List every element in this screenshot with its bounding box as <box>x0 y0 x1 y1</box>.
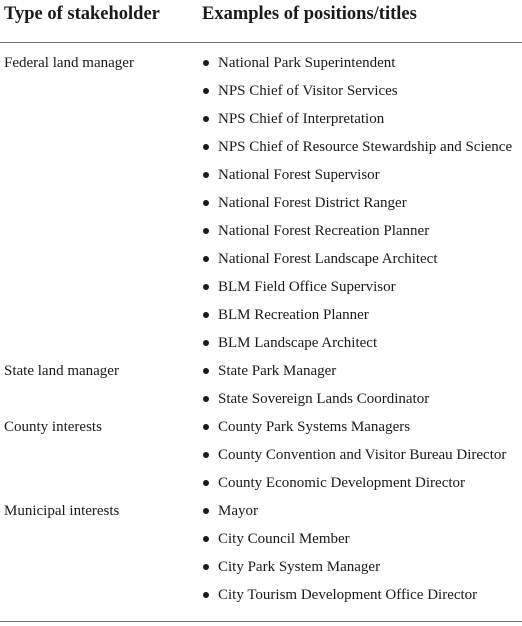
header-type-of-stakeholder: Type of stakeholder <box>4 4 160 24</box>
bullet-icon <box>203 592 209 598</box>
bullet-icon <box>203 536 209 542</box>
list-item <box>202 357 522 385</box>
list-item <box>202 441 522 469</box>
example-title: City Tourism Development Office Director <box>218 587 478 603</box>
bullet-icon <box>203 508 209 514</box>
example-title: National Park Superintendent <box>218 55 396 71</box>
stakeholder-group <box>0 49 522 357</box>
table-header <box>0 0 522 43</box>
table-body <box>0 43 522 609</box>
examples-list <box>202 49 522 357</box>
example-title: NPS Chief of Resource Stewardship and Science <box>218 139 513 155</box>
example-title: BLM Recreation Planner <box>218 307 369 323</box>
stakeholder-group <box>0 413 522 497</box>
list-item <box>202 553 522 581</box>
bullet-icon <box>203 88 209 94</box>
stakeholder-group <box>0 357 522 413</box>
stakeholder-group <box>0 497 522 609</box>
bullet-icon <box>203 200 209 206</box>
bullet-icon <box>203 228 209 234</box>
example-title: National Forest District Ranger <box>218 195 407 211</box>
example-title: Mayor <box>218 503 258 519</box>
bullet-icon <box>203 564 209 570</box>
bullet-icon <box>203 256 209 262</box>
list-item <box>202 77 522 105</box>
list-item <box>202 133 522 161</box>
list-item <box>202 189 522 217</box>
example-title: County Park Systems Managers <box>218 419 411 435</box>
bullet-icon <box>203 284 209 290</box>
bullet-icon <box>203 368 209 374</box>
bullet-icon <box>203 172 209 178</box>
bullet-icon <box>203 116 209 122</box>
bullet-icon <box>203 312 209 318</box>
list-item <box>202 245 522 273</box>
example-title: National Forest Recreation Planner <box>218 223 430 239</box>
bullet-icon <box>203 60 209 66</box>
bullet-icon <box>203 396 209 402</box>
list-item <box>202 413 522 441</box>
list-item <box>202 497 522 525</box>
list-item <box>202 329 522 357</box>
example-title: County Economic Development Director <box>218 475 466 491</box>
example-title: BLM Landscape Architect <box>218 335 378 351</box>
list-item <box>202 301 522 329</box>
list-item <box>202 581 522 609</box>
bullet-icon <box>203 144 209 150</box>
list-item <box>202 525 522 553</box>
bullet-icon <box>203 480 209 486</box>
example-title: BLM Field Office Supervisor <box>218 279 396 295</box>
example-title: County Convention and Visitor Bureau Director <box>218 447 507 463</box>
list-item <box>202 385 522 413</box>
stakeholder-type: State land manager <box>4 363 119 379</box>
bullet-icon <box>203 452 209 458</box>
list-item <box>202 273 522 301</box>
examples-list <box>202 357 522 413</box>
list-item <box>202 161 522 189</box>
list-item <box>202 105 522 133</box>
example-title: City Council Member <box>218 531 350 547</box>
bullet-icon <box>203 424 209 430</box>
stakeholder-type: Municipal interests <box>4 503 120 519</box>
example-title: NPS Chief of Visitor Services <box>218 83 398 99</box>
list-item <box>202 217 522 245</box>
header-examples-of-positions: Examples of positions/titles <box>202 4 417 24</box>
examples-list <box>202 413 522 497</box>
list-item <box>202 469 522 497</box>
example-title: National Forest Landscape Architect <box>218 251 438 267</box>
table-bottom-rule <box>0 621 522 622</box>
example-title: State Park Manager <box>218 363 337 379</box>
example-title: State Sovereign Lands Coordinator <box>218 391 430 407</box>
list-item <box>202 49 522 77</box>
examples-list <box>202 497 522 609</box>
example-title: City Park System Manager <box>218 559 381 575</box>
example-title: National Forest Supervisor <box>218 167 380 183</box>
bullet-icon <box>203 340 209 346</box>
stakeholder-type: Federal land manager <box>4 55 134 71</box>
example-title: NPS Chief of Interpretation <box>218 111 385 127</box>
stakeholder-type: County interests <box>4 419 102 435</box>
